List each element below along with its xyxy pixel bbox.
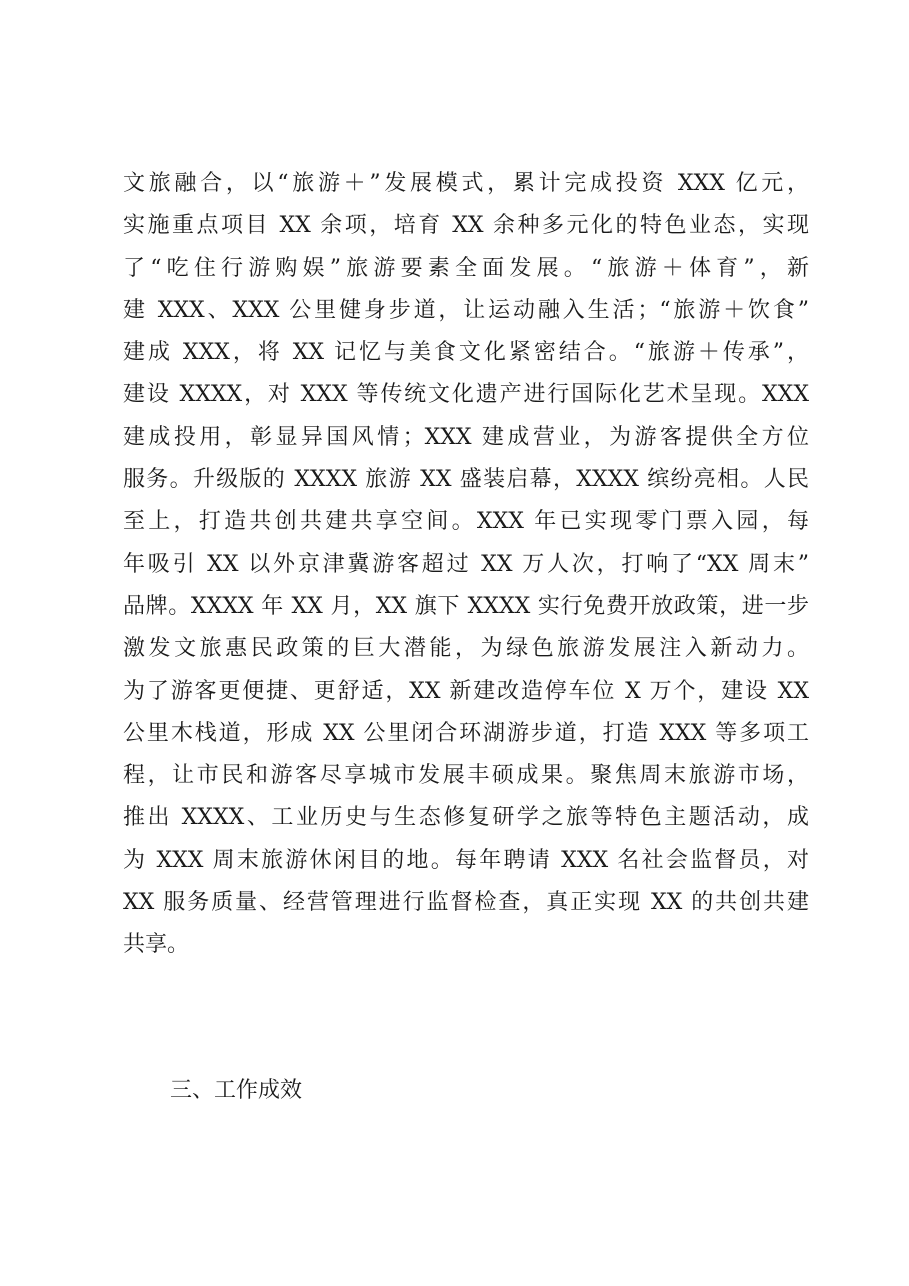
paragraph-line: 年吸引 XX 以外京津冀游客超过 XX 万人次，打响了“XX 周末” bbox=[123, 551, 809, 577]
paragraph-line: 为了游客更便捷、更舒适，XX 新建改造停车位 X 万个，建设 XX bbox=[123, 678, 809, 704]
paragraph-line: 至上，打造共创共建共享空间。XXX 年已实现零门票入园，每 bbox=[123, 509, 809, 535]
paragraph-line: 了“吃住行游购娱”旅游要素全面发展。“旅游＋体育”，新 bbox=[123, 255, 809, 281]
paragraph-line: 建成 XXX，将 XX 记忆与美食文化紧密结合。“旅游＋传承”， bbox=[123, 340, 809, 366]
paragraph-line: 共享。 bbox=[123, 932, 190, 958]
section-heading: 三、工作成效 bbox=[170, 1078, 303, 1103]
body-paragraph bbox=[123, 163, 809, 967]
paragraph-line: 公里木栈道，形成 XX 公里闭合环湖游步道，打造 XXX 等多项工 bbox=[123, 720, 809, 746]
paragraph-line: 推出 XXXX、工业历史与生态修复研学之旅等特色主题活动，成 bbox=[123, 805, 809, 831]
paragraph-line: XX 服务质量、经营管理进行监督检查，真正实现 XX 的共创共建 bbox=[123, 890, 809, 916]
paragraph-line: 服务。升级版的 XXXX 旅游 XX 盛装启幕，XXXX 缤纷亮相。人民 bbox=[123, 467, 809, 493]
paragraph-line: 激发文旅惠民政策的巨大潜能，为绿色旅游发展注入新动力。 bbox=[123, 636, 809, 662]
paragraph-line: 程，让市民和游客尽享城市发展丰硕成果。聚焦周末旅游市场， bbox=[123, 763, 809, 789]
paragraph-line: 实施重点项目 XX 余项，培育 XX 余种多元化的特色业态，实现 bbox=[123, 213, 809, 239]
paragraph-line: 建 XXX、XXX 公里健身步道，让运动融入生活；“旅游＋饮食” bbox=[123, 297, 809, 323]
paragraph-line: 建设 XXXX，对 XXX 等传统文化遗产进行国际化艺术呈现。XXX bbox=[123, 382, 809, 408]
paragraph-line: 品牌。XXXX 年 XX 月，XX 旗下 XXXX 实行免费开放政策，进一步 bbox=[123, 593, 809, 619]
paragraph-line: 为 XXX 周末旅游休闲目的地。每年聘请 XXX 名社会监督员，对 bbox=[123, 847, 809, 873]
paragraph-line: 建成投用，彰显异国风情；XXX 建成营业，为游客提供全方位 bbox=[123, 424, 809, 450]
paragraph-line: 文旅融合，以“旅游＋”发展模式，累计完成投资 XXX 亿元， bbox=[123, 171, 809, 196]
